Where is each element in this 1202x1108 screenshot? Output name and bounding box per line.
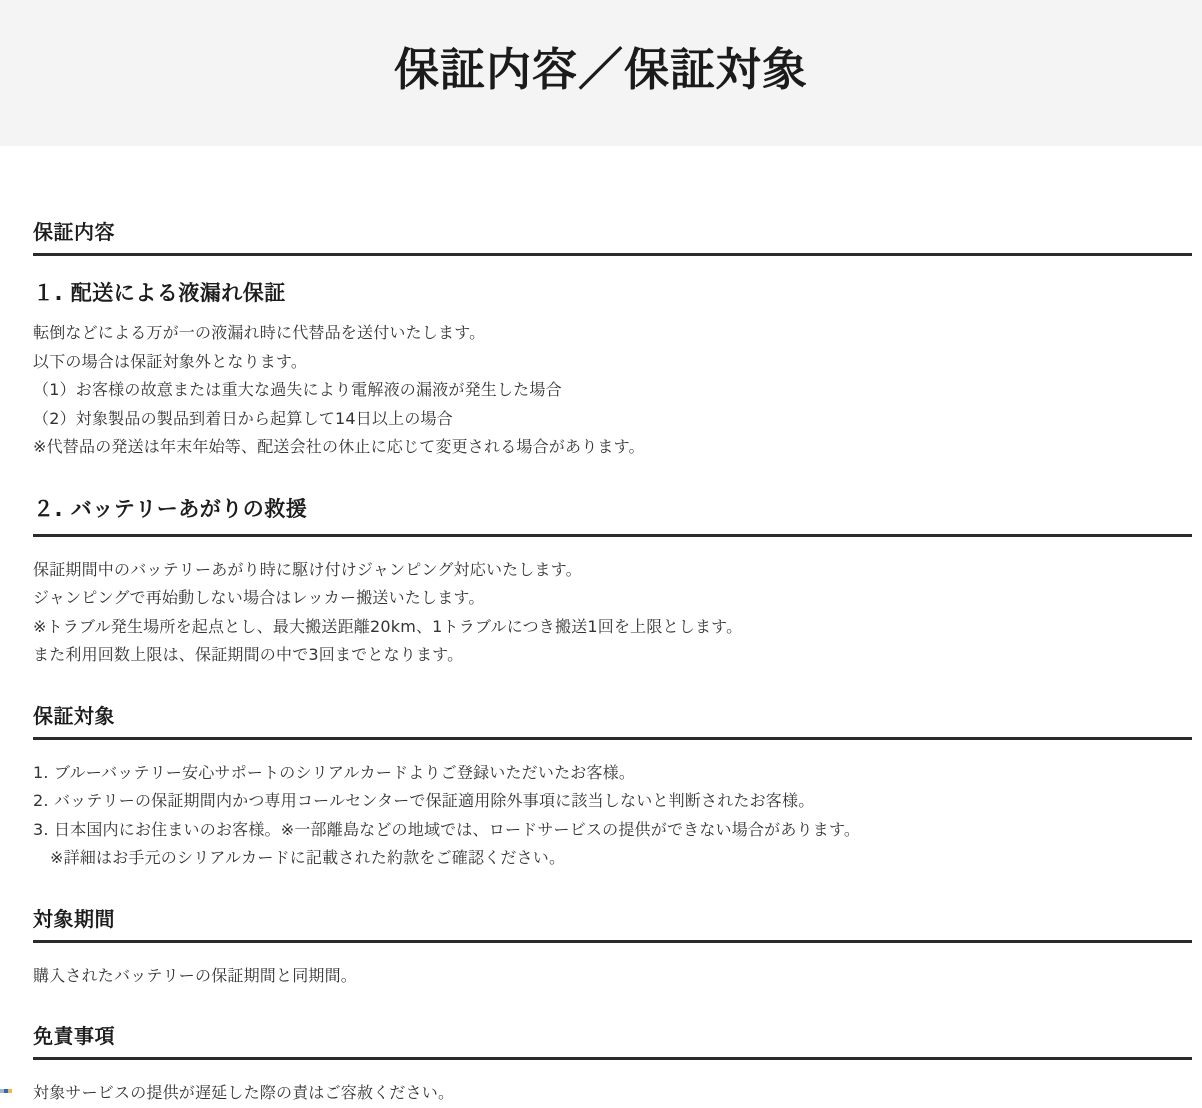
jumpstart-rescue-paragraphs (33, 556, 1192, 670)
section-heading-warranty-target: 保証対象 (33, 703, 115, 728)
body-line: また利用回数上限は、保証期間の中で3回までとなります。 (33, 645, 464, 665)
body-line: ※トラブル発生場所を起点とし、最大搬送距離20km、1トラブルにつき搬送1回を上限とします。 (33, 616, 743, 636)
subsection-heading-leak-warranty: １. 配送による液漏れ保証 (33, 281, 286, 305)
list-item: 1. ブルーバッテリー安心サポートのシリアルカードよりご登録いただいたお客様。 (33, 762, 636, 782)
list-item: 3. 日本国内にお住まいのお客様。※一部離島などの地域では、ロードサービスの提供ができない場合があります。 (33, 819, 861, 839)
section-heading-target-period: 対象期間 (33, 906, 115, 931)
list-note: ※詳細はお手元のシリアルカードに記載された約款をご確認ください。 (50, 848, 566, 868)
body-line: （2）対象製品の製品到着日から起算して14日以上の場合 (33, 408, 453, 428)
section-divider (33, 253, 1192, 256)
body-line: 保証期間中のバッテリーあがり時に駆け付けジャンピング対応いたします。 (33, 559, 582, 579)
warranty-target-list (33, 759, 1192, 873)
body-line: ※代替品の発送は年末年始等、配送会社の休止に応じて変更される場合があります。 (33, 437, 645, 457)
list-item: 2. バッテリーの保証期間内かつ専用コールセンターで保証適用除外事項に該当しないと判断されたお客様。 (33, 791, 815, 811)
body-line: 転倒などによる万が一の液漏れ時に代替品を送付いたします。 (33, 323, 486, 343)
section-heading-warranty-content: 保証内容 (33, 220, 115, 244)
corner-artifact (0, 1086, 12, 1093)
section-heading-disclaimer: 免責事項 (33, 1024, 115, 1049)
leak-warranty-paragraphs (33, 319, 1192, 462)
section-divider (33, 737, 1192, 740)
page-banner (0, 0, 1202, 146)
body-line: 以下の場合は保証対象外となります。 (33, 351, 308, 371)
subsection-heading-jumpstart-rescue: ２. バッテリーあがりの救援 (33, 496, 308, 521)
target-period-paragraphs (33, 962, 1192, 991)
section-divider (33, 1057, 1192, 1060)
body-line: （1）お客様の故意または重大な過失により電解液の漏液が発生した場合 (33, 380, 562, 400)
body-line: 購入されたバッテリーの保証期間と同期間。 (33, 965, 358, 985)
section-divider (33, 534, 1192, 537)
section-divider (33, 940, 1192, 943)
page-title: 保証内容／保証対象 (393, 43, 808, 96)
document-body (0, 221, 1202, 1108)
body-line: 対象サービスの提供が遅延した際の責はご容赦ください。 (33, 1083, 455, 1103)
body-line: ジャンピングで再始動しない場合はレッカー搬送いたします。 (33, 588, 485, 608)
